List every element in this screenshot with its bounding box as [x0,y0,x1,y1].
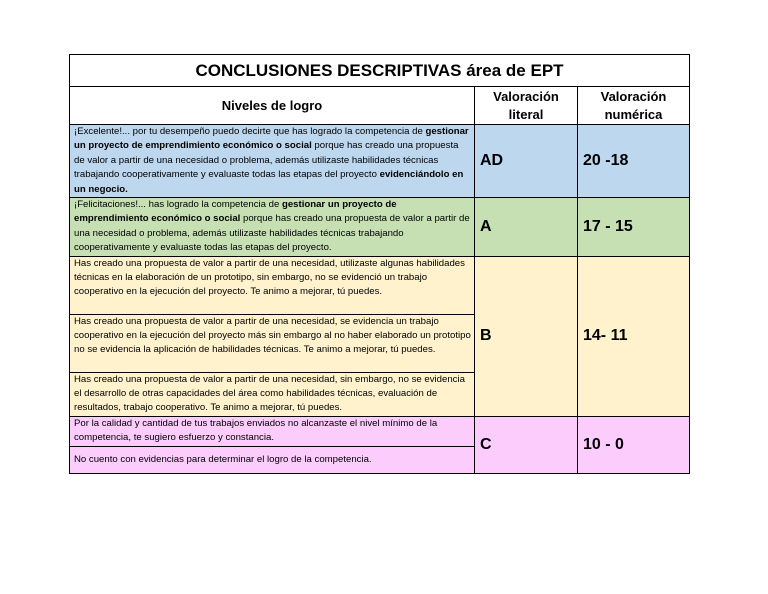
table-title: CONCLUSIONES DESCRIPTIVAS área de EPT [70,55,690,87]
desc-a-text-1: ¡Felicitaciones!... has logrado la competencia de [74,199,282,211]
header-numeric-line2: numérica [604,106,663,122]
desc-ad-bold-2: evidenciándolo en un negocio. [74,169,464,195]
desc-a-bold-1: gestionar un proyecto de emprendimiento económico o social [74,199,397,225]
desc-a [70,198,475,257]
header-literal [475,87,578,125]
desc-ad-bold-1: gestionar un proyecto de emprendimiento económico o social [74,126,469,152]
row-a [70,198,690,257]
conclusions-table [69,54,690,474]
desc-b-1: Has creado una propuesta de valor a partir de una necesidad, utilizaste algunas habilidades técnicas en la elaboración de un prototipo, sin embargo, no se evidenció un trabajo cooperativo en la ejecución del proyecto. Te animo a mejorar, tú puedes. [70,256,475,314]
numeric-b: 14- 11 [578,256,690,416]
header-numeric [578,87,690,125]
numeric-c: 10 - 0 [578,416,690,473]
desc-ad-text-2: porque has creado una propuesta de valor a partir de una necesidad o problema, además utilizaste habilidades técnicas trabajando cooperativamente y evaluaste todas las etapas del proyecto [74,140,459,181]
desc-ad-text-1: ¡Excelente!... por tu desempeño puedo decirte que has logrado la competencia de [74,126,426,137]
desc-c-1: Por la calidad y cantidad de tus trabajos enviados no alcanzaste el nivel mínimo de la competencia, te sugiero esfuerzo y constancia. [70,416,475,446]
desc-ad [70,125,475,198]
row-c-1 [70,416,690,446]
literal-a: A [475,198,578,257]
literal-b: B [475,256,578,416]
desc-b-2: Has creado una propuesta de valor a partir de una necesidad, se evidencia un trabajo cooperativo en la ejecución del proyecto más sin embargo al no haber elaborado un prototipo no se evidencia la aplicación de habilidades técnicas. Te animo a mejorar, tú puedes. [70,314,475,372]
header-literal-line1: Valoración [493,88,559,104]
literal-c: C [475,416,578,473]
row-ad [70,125,690,198]
header-levels: Niveles de logro [70,87,475,125]
numeric-a: 17 - 15 [578,198,690,257]
numeric-ad: 20 -18 [578,125,690,198]
header-literal-line2: literal [508,106,544,122]
desc-a-text-2: porque has creado una propuesta de valor a partir de una necesidad o problema, además utilizaste habilidades técnicas trabajando cooperativamente y evaluaste todas las etapas del proyecto. [74,213,470,254]
header-numeric-line1: Valoración [600,88,667,104]
literal-ad: AD [475,125,578,198]
row-b-1 [70,256,690,314]
desc-b-3: Has creado una propuesta de valor a partir de una necesidad, sin embargo, no se evidencia el desarrollo de otras capacidades del área como habilidades técnicas, evaluación de resultados, trabajo cooperativo. Te animo a mejorar, tú puedes. [70,372,475,416]
desc-c-2: No cuento con evidencias para determinar el logro de la competencia. [70,446,475,473]
